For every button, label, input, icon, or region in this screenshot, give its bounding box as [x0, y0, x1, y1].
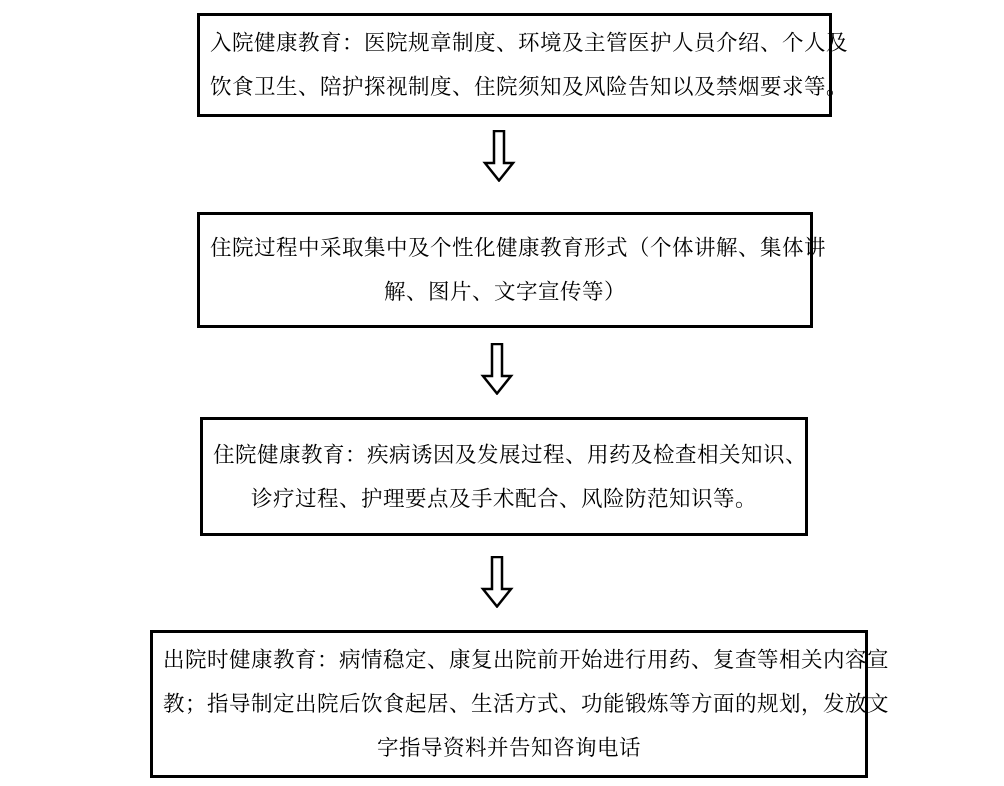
flow-step-discharge-education	[150, 630, 890, 778]
down-arrow-icon	[480, 343, 514, 395]
flow-step-text-line: 饮食卫生、陪护探视制度、住院须知及风险告知以及禁烟要求等。	[210, 75, 849, 99]
flow-step-text-line: 诊疗过程、护理要点及手术配合、风险防范知识等。	[250, 486, 757, 511]
flow-step-inpatient-education-content	[200, 417, 808, 536]
down-arrow-icon	[482, 130, 516, 182]
flow-step-text-line: 住院过程中采取集中及个性化健康教育形式（个体讲解、集体讲	[210, 236, 827, 260]
down-arrow-icon	[480, 556, 514, 608]
flow-step-text-line: 字指导资料并告知咨询电话	[376, 736, 641, 760]
flow-step-text-line: 解、图片、文字宣传等）	[383, 280, 626, 304]
flow-step-admission-education	[197, 13, 849, 117]
flow-step-text-line: 教；指导制定出院后饮食起居、生活方式、功能锻炼等方面的规划，发放文	[163, 692, 890, 716]
flow-step-text-line: 入院健康教育：医院规章制度、环境及主管医护人员介绍、个人及	[210, 31, 849, 55]
flow-step-text-line: 住院健康教育：疾病诱因及发展过程、用药及检查相关知识、	[213, 442, 808, 467]
flow-step-inpatient-education-forms	[197, 212, 827, 328]
flow-step-text-line: 出院时健康教育：病情稳定、康复出院前开始进行用药、复查等相关内容宣	[163, 648, 890, 672]
